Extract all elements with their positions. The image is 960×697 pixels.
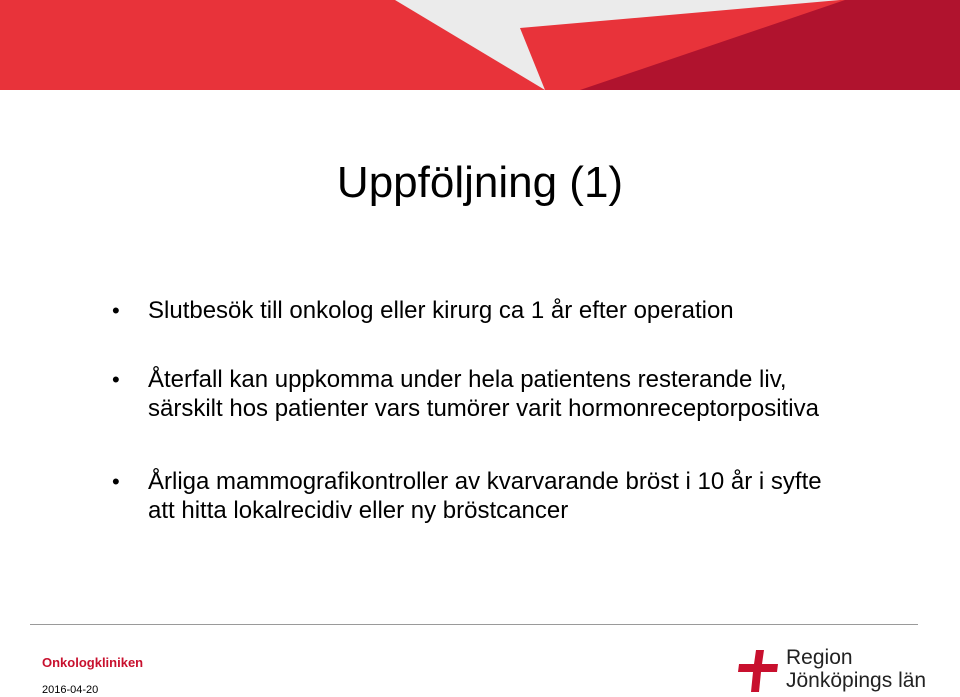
slide-title: Uppföljning (1) bbox=[336, 158, 624, 207]
footer-date: 2016-04-20 bbox=[42, 684, 99, 696]
bullet-dot-icon: • bbox=[112, 367, 120, 392]
bullet-dot-icon: • bbox=[112, 469, 120, 494]
bullet-list bbox=[108, 296, 838, 565]
bullet-dot-icon: • bbox=[112, 298, 120, 323]
bullet-text: Slutbesök till onkolog eller kirurg ca 1 år efter operation bbox=[148, 297, 734, 324]
footer-department: Onkologkliniken bbox=[42, 655, 144, 670]
bullet-text: Årliga mammografikontroller av kvarvarande bröst i 10 år i syfte att hitta lokalrecidiv eller ny bröstcancer bbox=[148, 468, 822, 524]
bullet-item bbox=[108, 467, 838, 525]
logo-line-region: Region bbox=[786, 646, 853, 669]
bullet-item bbox=[108, 296, 838, 325]
logo-line-county: Jönköpings län bbox=[786, 669, 927, 692]
bullet-item bbox=[108, 365, 838, 423]
bullet-text: Återfall kan uppkomma under hela patientens resterande liv, särskilt hos patienter vars tumörer varit hormonreceptorpositiva bbox=[148, 366, 819, 422]
footer-divider bbox=[30, 624, 918, 625]
region-cross-icon bbox=[736, 648, 780, 694]
logo-text bbox=[786, 646, 926, 692]
header-banner bbox=[0, 0, 960, 90]
region-logo bbox=[736, 644, 936, 696]
